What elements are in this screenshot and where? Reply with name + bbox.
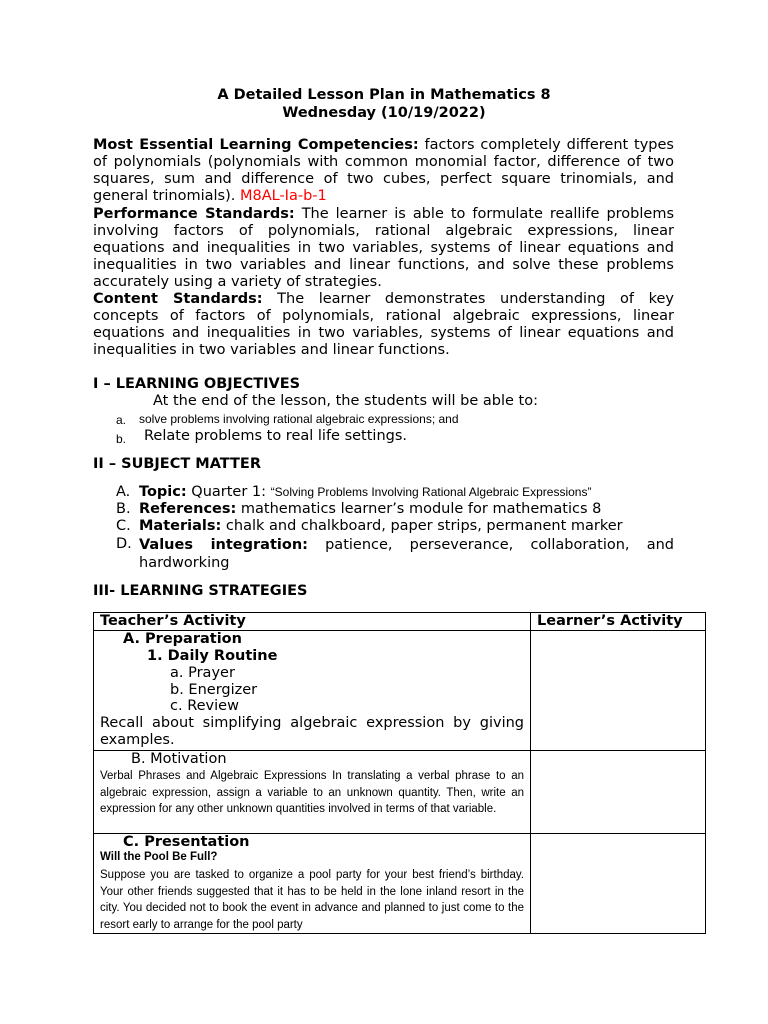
- objective-b-marker: b.: [116, 432, 127, 446]
- learner-activity-label: Learner’s Activity: [537, 613, 683, 629]
- strategies-table: [93, 612, 706, 934]
- topic-text: Quarter 1:: [186, 484, 271, 500]
- table-row: [94, 751, 706, 834]
- table-row: [94, 631, 706, 751]
- strategies-heading: III- LEARNING STRATEGIES: [93, 583, 308, 599]
- routine-energizer: b. Energizer: [170, 682, 258, 698]
- presentation-heading: C. Presentation: [123, 834, 250, 850]
- objective-b-text: Relate problems to real life settings.: [144, 428, 408, 444]
- references-text: mathematics learner’s module for mathematics 8: [236, 501, 602, 517]
- teacher-activity-label: Teacher’s Activity: [100, 613, 246, 629]
- references-label: References:: [139, 501, 237, 517]
- learner-cell: [531, 834, 706, 934]
- values-text: patience, perseverance, collaboration, and hardworking: [139, 537, 674, 571]
- presentation-subheading: Will the Pool Be Full?: [100, 851, 218, 863]
- performance-paragraph: [93, 206, 674, 291]
- lesson-title: A Detailed Lesson Plan in Mathematics 8: [217, 87, 551, 103]
- table-header-row: [94, 613, 706, 631]
- learner-activity-header: [531, 613, 706, 631]
- melc-paragraph: [93, 137, 674, 205]
- subject-c-marker: C.: [116, 518, 131, 534]
- content-standards-text: The learner demonstrates understanding of key concepts of factors of polynomials, rational algebraic expressions, linear equations and inequalities in two variables, systems of linear equations and inequalities in two variables and linear functions.: [93, 291, 674, 358]
- subject-heading: II – SUBJECT MATTER: [93, 456, 261, 472]
- performance-text: The learner is able to formulate reallife problems involving factors of polynomials, rational algebraic expressions, linear equations and inequalities in two variables, systems of linear equations and inequalities in two variables and linear functions, and solve these problems accurately using a variety of strategies.: [93, 206, 674, 290]
- topic-title: “Solving Problems Involving Rational Algebraic Expressions”: [270, 485, 592, 499]
- content-standards-paragraph: [93, 291, 674, 359]
- motivation-cell: [94, 751, 531, 834]
- performance-label: Performance Standards:: [93, 206, 295, 222]
- motivation-text: Verbal Phrases and Algebraic Expressions In translating a verbal phrase to an algebraic expression, assign a variable to an unknown quantity. Then, write an expression for any other unknown quantities involved in terms of that variable.: [100, 770, 524, 815]
- teacher-activity-header: [94, 613, 531, 631]
- motivation-heading: B. Motivation: [131, 751, 227, 767]
- content-standards-label: Content Standards:: [93, 291, 263, 307]
- routine-review: c. Review: [170, 698, 239, 714]
- subject-topic: [139, 484, 591, 501]
- lesson-date: Wednesday (10/19/2022): [282, 105, 486, 121]
- melc-label: Most Essential Learning Competencies:: [93, 137, 419, 153]
- preparation-heading: A. Preparation: [123, 631, 242, 647]
- presentation-text: Suppose you are tasked to organize a pool party for your best friend’s birthday. Your other friends suggested that it has to be held in the lone inland resort in the city. You decided not to book the event in advance and planned to just come to the resort early to arrange for the pool party: [100, 869, 524, 931]
- table-row: [94, 834, 706, 934]
- subject-d-marker: D.: [116, 536, 132, 552]
- melc-code: M8AL-Ia-b-1: [239, 188, 327, 204]
- objectives-heading: I – LEARNING OBJECTIVES: [93, 376, 301, 392]
- objectives-intro: At the end of the lesson, the students will be able to:: [153, 393, 538, 409]
- preparation-cell: [94, 631, 531, 751]
- recall-text: Recall about simplifying algebraic expression by giving examples.: [100, 715, 524, 748]
- subject-materials: [139, 518, 623, 535]
- routine-prayer: a. Prayer: [170, 665, 235, 681]
- presentation-cell: [94, 834, 531, 934]
- subject-references: [139, 501, 601, 518]
- melc-text: factors completely different types of polynomials (polynomials with common monomial factor, difference of two squares, sum and difference of two cubes, perfect square trinomials, and general trinomials).: [93, 137, 674, 204]
- subject-b-marker: B.: [116, 501, 131, 517]
- learner-cell: [531, 631, 706, 751]
- daily-routine-heading: 1. Daily Routine: [147, 648, 278, 664]
- values-label: Values integration:: [139, 537, 308, 553]
- objective-a-text: solve problems involving rational algebraic expressions; and: [139, 412, 459, 426]
- learner-cell: [531, 751, 706, 834]
- objective-a-marker: a.: [116, 413, 127, 427]
- materials-label: Materials:: [139, 518, 222, 534]
- subject-values: [139, 536, 674, 572]
- materials-text: chalk and chalkboard, paper strips, permanent marker: [221, 518, 623, 534]
- topic-label: Topic:: [139, 484, 187, 500]
- subject-a-marker: A.: [116, 484, 131, 500]
